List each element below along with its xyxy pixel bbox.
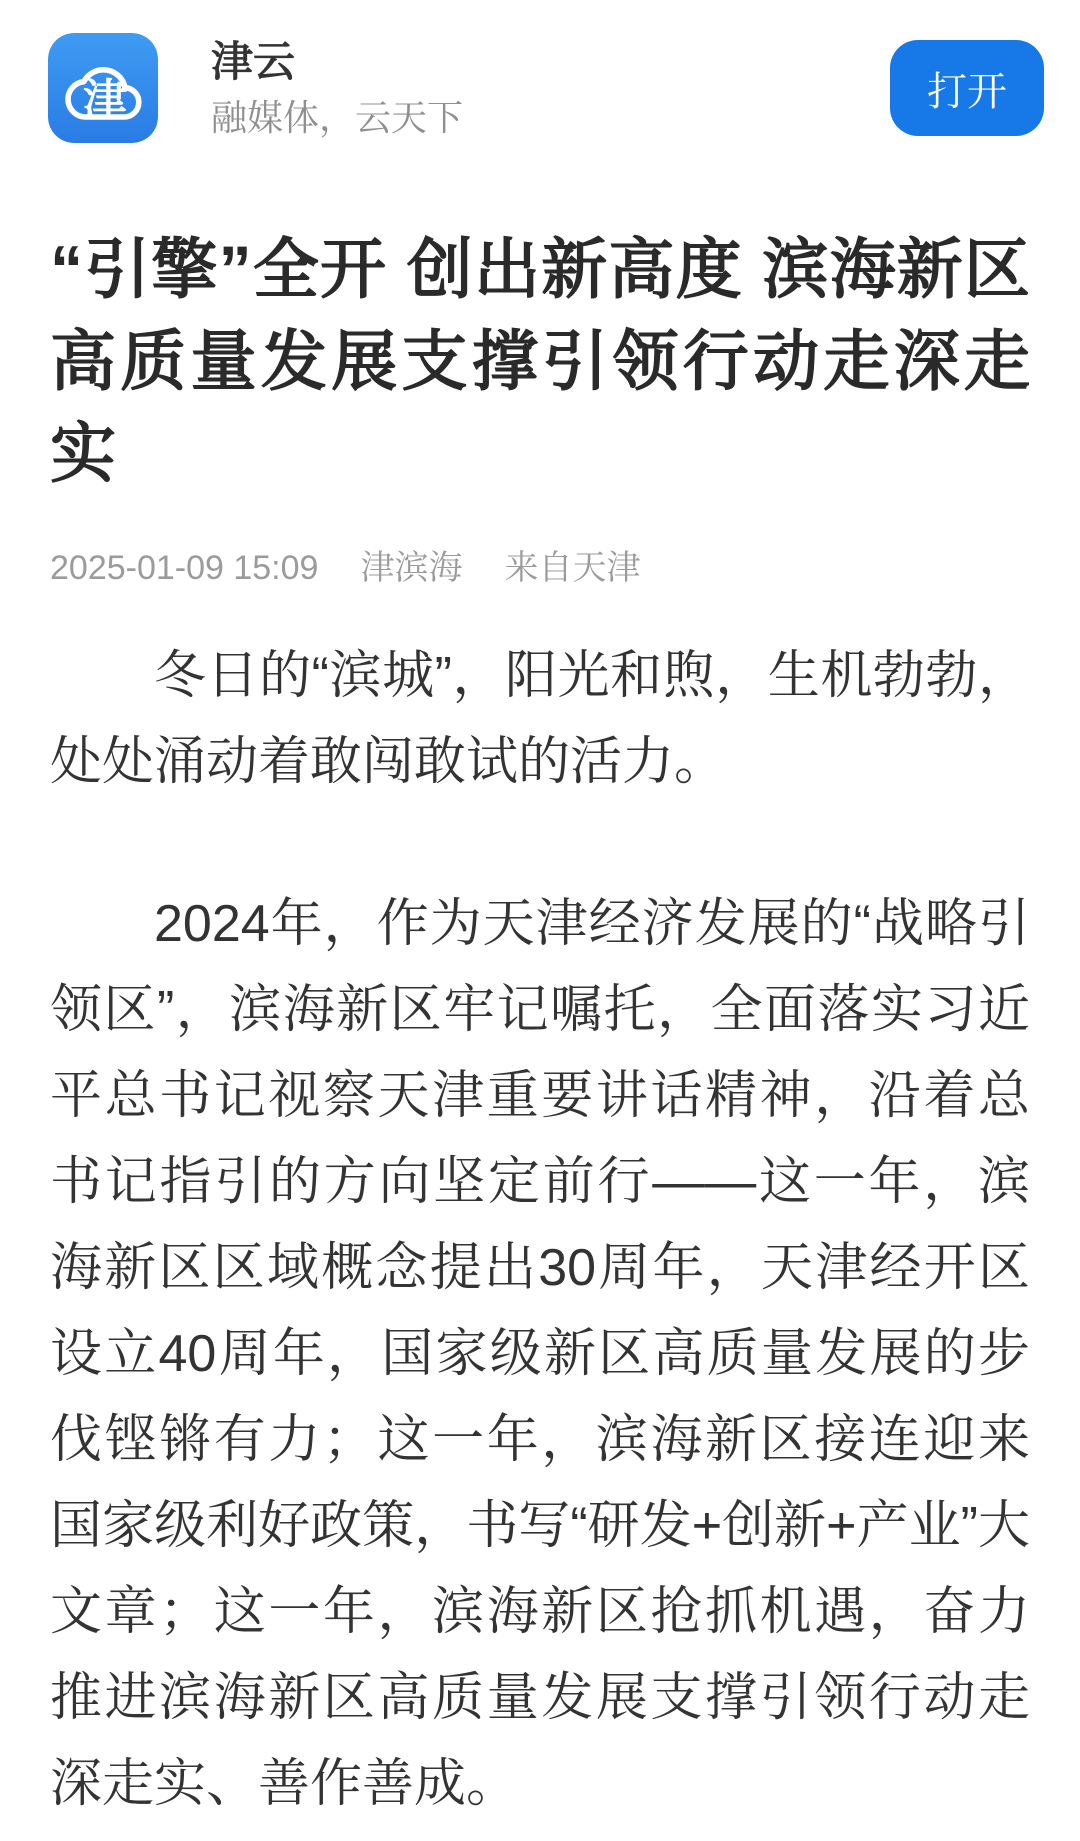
icon-jin-character: 津 [83,76,127,125]
paragraph: 2024年，作为天津经济发展的“战略引领区”，滨海新区牢记嘱托，全面落实习近平总书记视察天津重要讲话精神，沿着总书记指引的方向坚定前行——这一年，滨海新区区域概念提出30周年，天津经开区设立40周年，国家级新区高质量发展的步伐铿锵有力；这一年，滨海新区接连迎来国家级利好政策，书写“研发+创新+产业”大文章；这一年，滨海新区抢抓机遇，奋力推进滨海新区高质量发展支撑引领行动走深走实、善作善成。 [50,895,1030,1813]
publish-datetime: 2025-01-09 15:09 [50,549,319,587]
app-tagline: 融媒体，云天下 [211,97,464,138]
jinyun-app-icon [48,33,158,143]
article-source: 津滨海 [360,549,463,587]
article-body [50,633,1030,1827]
article-title: “引擎”全开 创出新高度 滨海新区高质量发展支撑引领行动走深走实 [50,232,1030,490]
app-name: 津云 [211,38,296,85]
article-meta [50,547,1030,589]
article-location: 来自天津 [504,549,641,587]
open-app-button[interactable]: 打开 [890,40,1044,136]
app-banner-text [211,37,463,139]
app-banner [0,0,1080,143]
paragraph: 冬日的“滨城”，阳光和煦，生机勃勃，处处涌动着敢闯敢试的活力。 [50,647,1030,791]
